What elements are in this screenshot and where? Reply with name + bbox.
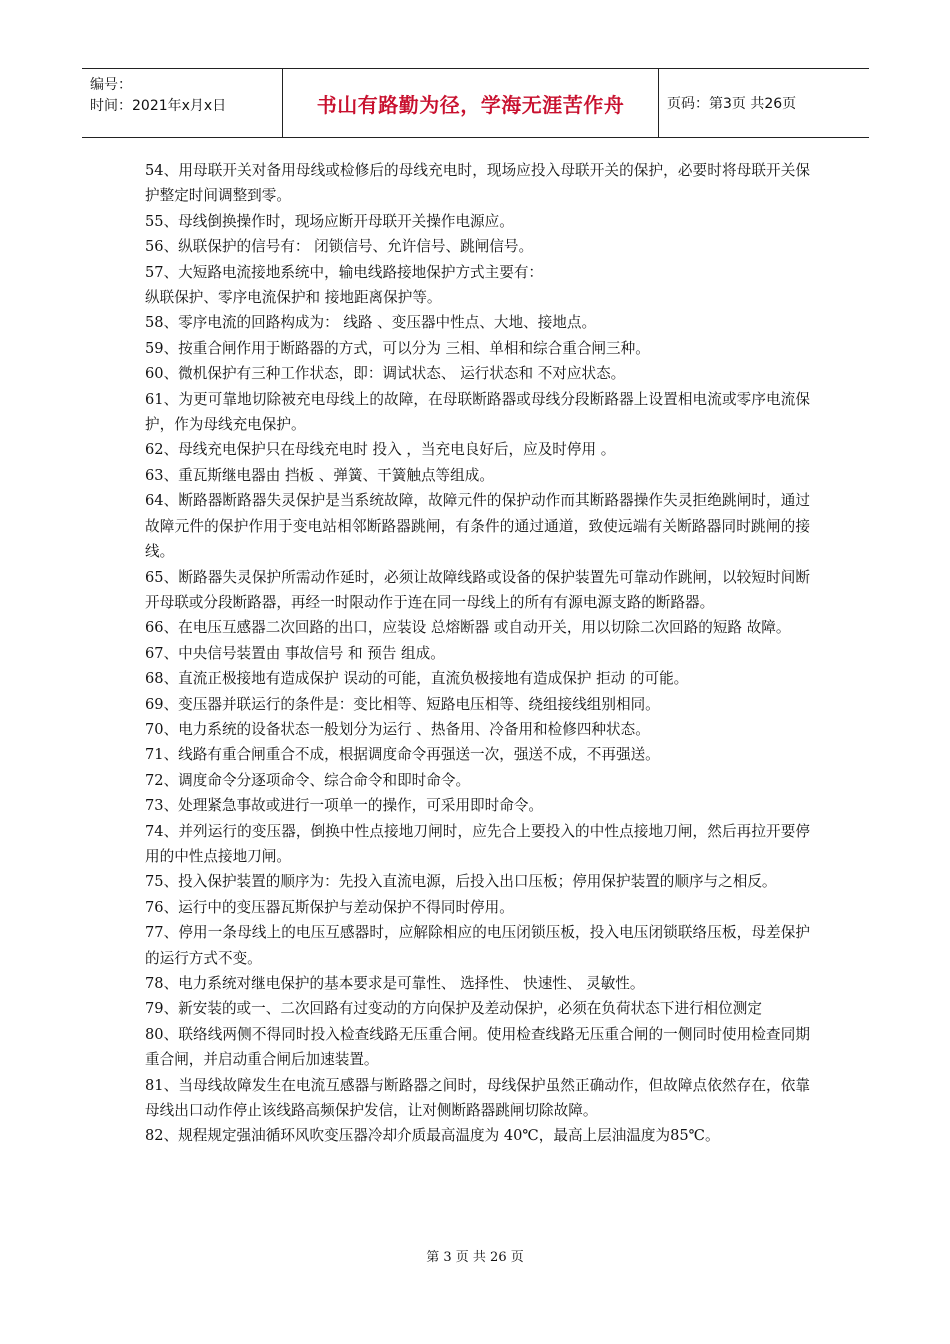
paragraph: 60、微机保护有三种工作状态，即：调试状态、 运行状态和 不对应状态。 [145,365,626,383]
header-motto: 书山有路勤为径，学海无涯苦作舟 [316,92,625,117]
document-number-label: 编号： [90,77,132,93]
paragraph: 55、母线倒换操作时，现场应断开母联开关操作电源应。 [145,212,514,230]
header-page-info: 页码：第3页 共26页 [667,96,797,112]
paragraph: 79、新安装的或一、二次回路有过变动的方向保护及差动保护，必须在负荷状态下进行相位测定 [145,1000,762,1018]
document-date: 时间：2021年x月x日 [90,98,227,114]
header-table [82,68,869,138]
paragraph: 56、纵联保护的信号有： 闭锁信号、允许信号、跳闸信号。 [145,238,534,256]
document-body [145,158,810,1149]
paragraph: 64、断路器断路器失灵保护是当系统故障，故障元件的保护动作而其断路器操作失灵拒绝跳闸时，通过故障元件的保护作用于变电站相邻断路器跳闸，有条件的通过通道，致使远端有关断路器同时跳闸的接线。 [145,492,810,561]
paragraph: 81、当母线故障发生在电流互感器与断路器之间时，母线保护虽然正确动作，但故障点依然存在，依靠母线出口动作停止该线路高频保护发信，让对侧断路器跳闸切除故障。 [145,1076,810,1120]
paragraph: 82、规程规定强油循环风吹变压器冷却介质最高温度为 40℃，最高上层油温度为85℃。 [145,1127,720,1145]
paragraph: 75、投入保护装置的顺序为：先投入直流电源，后投入出口压板；停用保护装置的顺序与之相反。 [145,873,777,891]
paragraph: 62、母线充电保护只在母线充电时 投入 ，当充电良好后，应及时停用 。 [145,441,616,459]
paragraph: 78、电力系统对继电保护的基本要求是可靠性、 选择性、 快速性、 灵敏性。 [145,975,645,992]
header-motto-cell [283,69,659,137]
header-left-cell [82,69,283,137]
paragraph: 57、大短路电流接地系统中，输电线路接地保护方式主要有： [145,263,544,281]
paragraph: 65、断路器失灵保护所需动作延时，必须让故障线路或设备的保护装置先可靠动作跳闸，以较短时间断开母联或分段断路器，再经一时限动作于连在同一母线上的所有有源电源支路的断路器。 [145,568,810,611]
paragraph: 71、线路有重合闸重合不成，根据调度命令再强送一次，强送不成，不再强送。 [145,746,660,764]
paragraph: 67、中央信号装置由 事故信号 和 预告 组成。 [145,644,445,662]
paragraph: 72、调度命令分逐项命令、综合命令和即时命令。 [145,771,471,789]
paragraph: 73、处理紧急事故或进行一项单一的操作，可采用即时命令。 [145,797,544,815]
paragraph: 59、按重合闸作用于断路器的方式，可以分为 三相、单相和综合重合闸三种。 [145,339,650,357]
paragraph: 70、电力系统的设备状态一般划分为运行 、热备用、冷备用和检修四种状态。 [145,720,650,738]
paragraph: 77、停用一条母线上的电压互感器时，应解除相应的电压闭锁压板，投入电压闭锁联络压板，母差保护的运行方式不变。 [145,924,810,967]
page-footer [0,1246,950,1265]
paragraph: 58、零序电流的回路构成为： 线路 、变压器中性点、大地、接地点。 [145,314,597,332]
paragraph: 61、为更可靠地切除被充电母线上的故障，在母联断路器或母线分段断路器上设置相电流或零序电流保护，作为母线充电保护。 [145,390,810,434]
paragraph: 68、直流正极接地有造成保护 误动的可能，直流负极接地有造成保护 拒动 的可能。 [145,670,689,688]
paragraph: 80、联络线两侧不得同时投入检查线路无压重合闸。使用检查线路无压重合闸的一侧同时使用检查同期重合闸，并启动重合闸后加速装置。 [145,1025,810,1069]
paragraph: 纵联保护、零序电流保护和 接地距离保护等。 [145,289,442,307]
footer-page-number: 第 3 页 共 26 页 [426,1250,524,1265]
paragraph: 76、运行中的变压器瓦斯保护与差动保护不得同时停用。 [145,898,514,916]
paragraph: 63、重瓦斯继电器由 挡板 、弹簧、干簧触点等组成。 [145,466,494,484]
paragraph: 66、在电压互感器二次回路的出口，应装设 总熔断器 或自动开关，用以切除二次回路的短路 故障。 [145,619,791,637]
paragraph: 74、并列运行的变压器，倒换中性点接地刀闸时，应先合上要投入的中性点接地刀闸，然后再拉开要停用的中性点接地刀闸。 [145,822,810,865]
paragraph: 54、用母联开关对备用母线或检修后的母线充电时，现场应投入母联开关的保护，必要时将母联开关保护整定时间调整到零。 [145,162,810,205]
paragraph: 69、变压器并联运行的条件是：变比相等、短路电压相等、绕组接线组别相同。 [145,695,660,713]
header-page-cell [659,69,869,137]
